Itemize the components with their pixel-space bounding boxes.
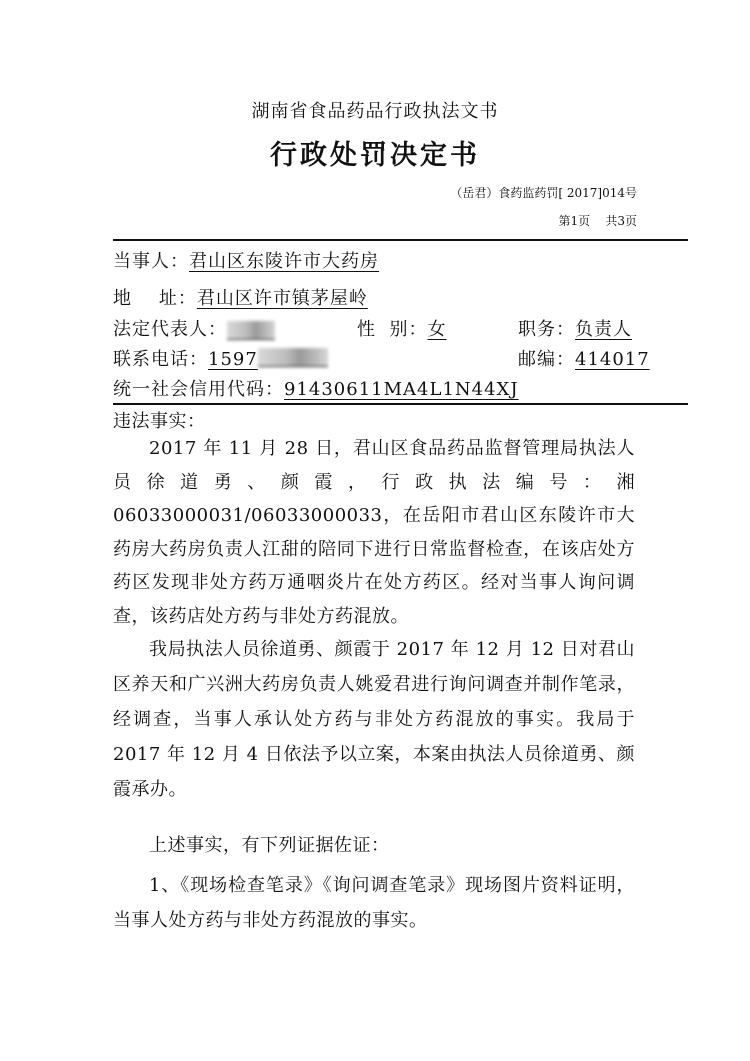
facts-paragraph-4-text: 1、《现场检查笔录》《询问调查笔录》现场图片资料证明，当事人处方药与非处方药混放的事实。 xyxy=(113,875,635,931)
position-row xyxy=(518,315,632,341)
issuing-authority: 湖南省食品药品行政执法文书 xyxy=(251,101,499,122)
legal-rep-row xyxy=(113,315,275,341)
party-name-value: 君山区东陵许市大药房 xyxy=(189,251,379,272)
document-title: 行政处罚决定书 xyxy=(270,140,480,171)
postcode-label: 邮编： xyxy=(518,349,575,370)
phone-label: 联系电话： xyxy=(113,349,208,370)
top-divider xyxy=(113,239,688,241)
facts-paragraph-2-text: 我局执法人员徐道勇、颜霞于 2017 年 12 月 12 日对君山区养天和广兴洲大药房负责人姚爱君进行询问调查并制作笔录，经调查，当事人承认处方药与非处方药混放的事实。我局于 2017 年 12 月 4 日依法予以立案，本案由执法人员徐道勇、颜霞承办。 xyxy=(113,639,635,800)
gender-label: 性 别： xyxy=(357,319,428,340)
document-number: （岳君）食药监药罚[ 2017]014号 xyxy=(450,186,637,200)
position-value: 负责人 xyxy=(575,319,632,340)
party-name-row xyxy=(113,247,379,273)
facts-heading: 违法事实： xyxy=(113,411,206,432)
postcode-row xyxy=(518,345,650,371)
gender-value: 女 xyxy=(427,319,447,340)
facts-paragraph-1 xyxy=(113,432,635,633)
credit-code-label: 统一社会信用代码： xyxy=(113,379,284,400)
legal-rep-label: 法定代表人： xyxy=(113,319,227,340)
facts-paragraph-1-text: 2017 年 11 月 28 日，君山区食品药品监督管理局执法人员徐道勇、颜霞，行政执法编号：湘 06033000031/06033000033，在岳阳市君山区东陵许市大药房大药房负责人江甜的陪同下进行日常监督检查，在该店处方药区发现非处方药万通咽炎片在处方药区。经对当事人询问调查，该药店处方药与非处方药混放。 xyxy=(113,438,635,627)
page-info: 第1页 共3页 xyxy=(558,214,637,228)
phone-row xyxy=(113,345,328,371)
phone-redacted xyxy=(258,348,328,367)
position-label: 职务： xyxy=(518,319,575,340)
legal-rep-value-redacted xyxy=(227,321,275,340)
credit-code-value: 91430611MA4L1N44XJ xyxy=(284,379,519,400)
address-value: 君山区许市镇茅屋岭 xyxy=(196,288,368,309)
gender-row xyxy=(357,315,446,341)
bottom-divider xyxy=(113,403,688,405)
facts-paragraph-4 xyxy=(113,868,635,938)
facts-paragraph-3-text: 上述事实，有下列证据佐证： xyxy=(149,835,390,856)
phone-value: 1597 xyxy=(208,349,258,370)
address-row xyxy=(113,284,368,310)
facts-paragraph-3 xyxy=(113,828,635,863)
credit-code-row xyxy=(113,375,519,401)
postcode-value: 414017 xyxy=(575,349,650,370)
party-name-label: 当事人： xyxy=(113,251,189,272)
address-label: 地 址： xyxy=(113,288,197,309)
facts-paragraph-2 xyxy=(113,632,635,807)
